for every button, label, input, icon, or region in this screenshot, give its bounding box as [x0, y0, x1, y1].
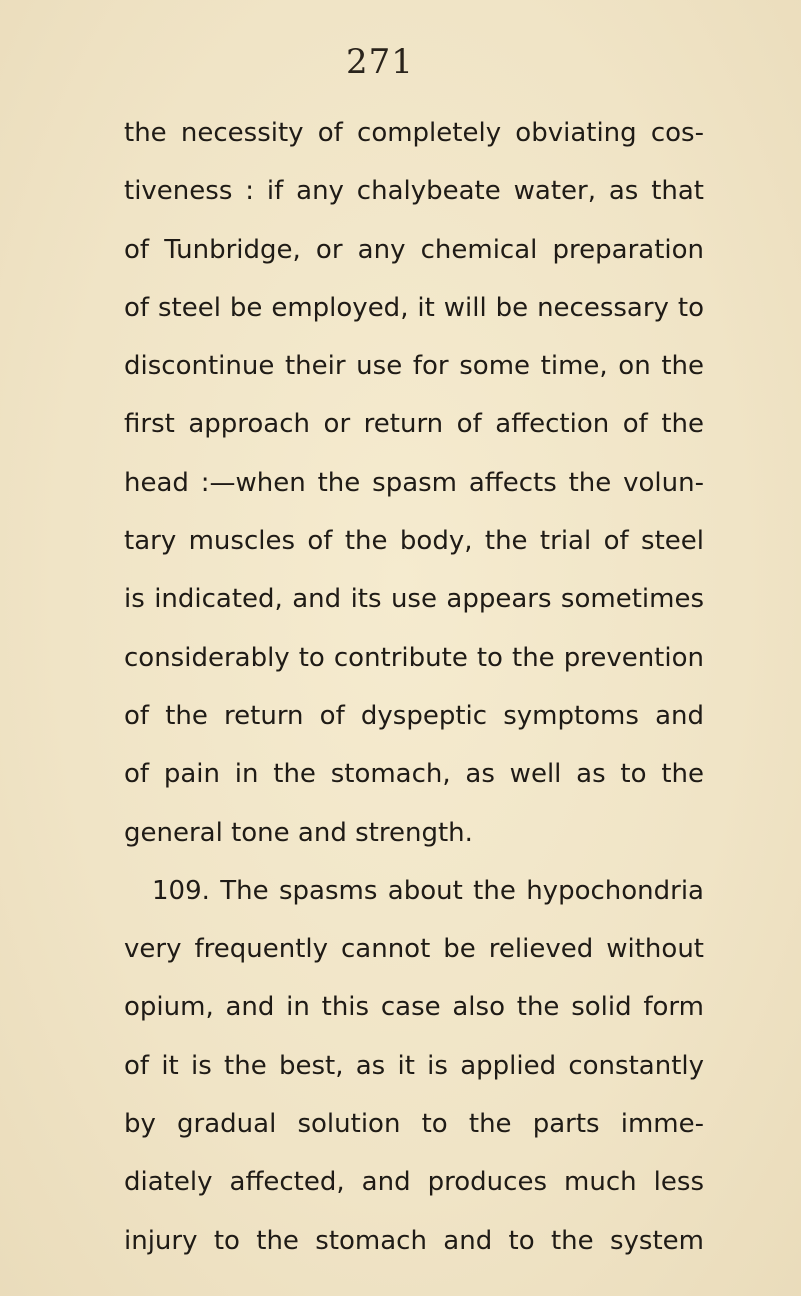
- text-line: of the return of dyspeptic symptoms and: [124, 700, 704, 731]
- text-line: is indicated, and its use appears sometimes: [124, 584, 704, 615]
- paragraph-start-line: 109. The spasms about the hypochondria: [152, 875, 704, 906]
- text-line: of steel be employed, it will be necessary to: [124, 292, 704, 323]
- text-line: of pain in the stomach, as well as to the: [124, 759, 704, 790]
- text-line: of Tunbridge, or any chemical preparation: [124, 234, 704, 265]
- text-line: of it is the best, as it is applied constantly: [124, 1050, 704, 1081]
- text-line: injury to the stomach and to the system: [124, 1225, 704, 1256]
- text-line: diately affected, and produces much less: [124, 1167, 704, 1198]
- text-line: head :—when the spasm affects the volun-: [124, 467, 704, 498]
- text-line: opium, and in this case also the solid form: [124, 992, 704, 1023]
- text-line: by gradual solution to the parts imme-: [124, 1109, 704, 1140]
- text-line: tiveness : if any chalybeate water, as that: [124, 176, 704, 207]
- body-text: [124, 104, 704, 1270]
- text-line: tary muscles of the body, the trial of steel: [124, 526, 704, 557]
- text-line: the necessity of completely obviating cos-: [124, 118, 704, 148]
- text-line: general tone and strength.: [124, 817, 473, 848]
- text-line: discontinue their use for some time, on the: [124, 351, 704, 382]
- page-number: 271: [346, 42, 414, 82]
- text-line: first approach or return of affection of the: [124, 409, 704, 440]
- text-line: very frequently cannot be relieved without: [124, 934, 704, 965]
- text-line: considerably to contribute to the prevention: [124, 642, 704, 673]
